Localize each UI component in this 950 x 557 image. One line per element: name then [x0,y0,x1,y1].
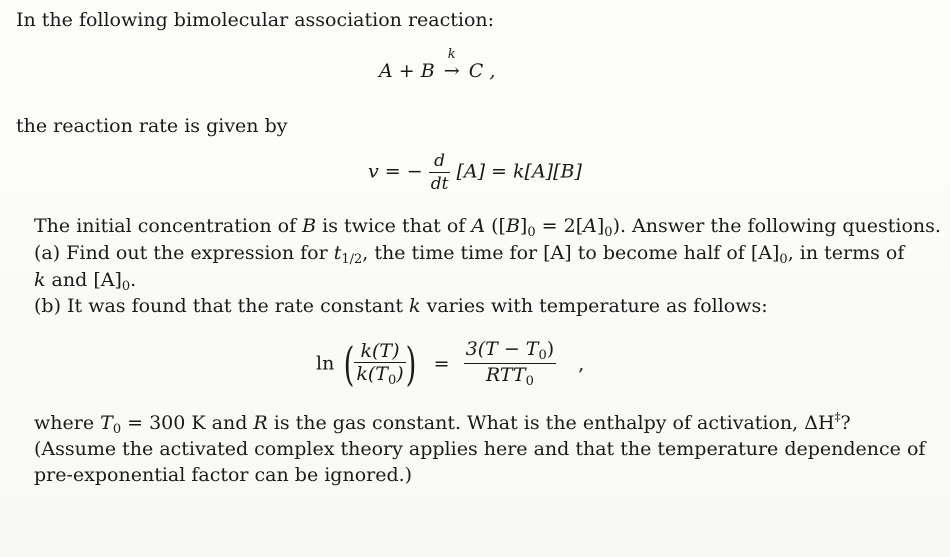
reaction-rhs: C , [468,60,496,82]
equation-comma: , [578,352,585,375]
assume-text-line1: (Assume the activated complex theory applies here and that the temperature dependence of [34,438,926,460]
question-a-line1: (a) Find out the expression for $t_{1/2}$, the time time for [A] to become half of $[A]_0$, in terms of [34,242,905,267]
rate-v: v = − [368,160,423,183]
equals-sign: = [433,352,450,375]
left-paren: ( [343,336,355,391]
temperature-numerator: $3(T - T_0)$ [465,338,555,363]
derivative-denominator: dt [430,174,449,194]
rate-equation [368,150,582,195]
reaction-lhs: A + B [379,60,435,82]
k-ratio-fraction [354,340,405,388]
assume-text-line2: pre-exponential factor can be ignored.) [34,464,413,486]
rate-intro-text: the reaction rate is given by [16,115,288,137]
right-paren: ) [405,336,417,391]
k-ratio-numerator: k(T) [354,340,405,363]
derivative-fraction [429,150,451,195]
temperature-denominator: $RTT_0$ [485,364,534,389]
where-text: where $T_0 = 300$ K and R is the gas constant. What is the enthalpy of activation, ΔH‡? [34,410,851,437]
temperature-equation [316,338,584,389]
temperature-fraction [464,338,557,389]
question-b-text: (b) It was found that the rate constant k varies with temperature as follows: [34,295,768,317]
k-ratio-denominator: $k(T_0)$ [356,362,404,388]
intro-text: In the following bimolecular association reaction: [16,9,495,31]
initial-concentration-text: The initial concentration of B is twice that of A $([B]_0 = 2[A]_0)$. Answer the following questions. [34,215,941,240]
reaction-equation [379,47,496,82]
derivative-numerator: d [429,150,451,173]
ln-operator: ln [316,352,335,375]
question-a-line2: k and $[A]_0$. [34,269,137,294]
reaction-arrow: k → [441,60,463,82]
rate-rest: [A] = k[A][B] [456,160,582,183]
rate-constant-label: k [447,47,456,62]
